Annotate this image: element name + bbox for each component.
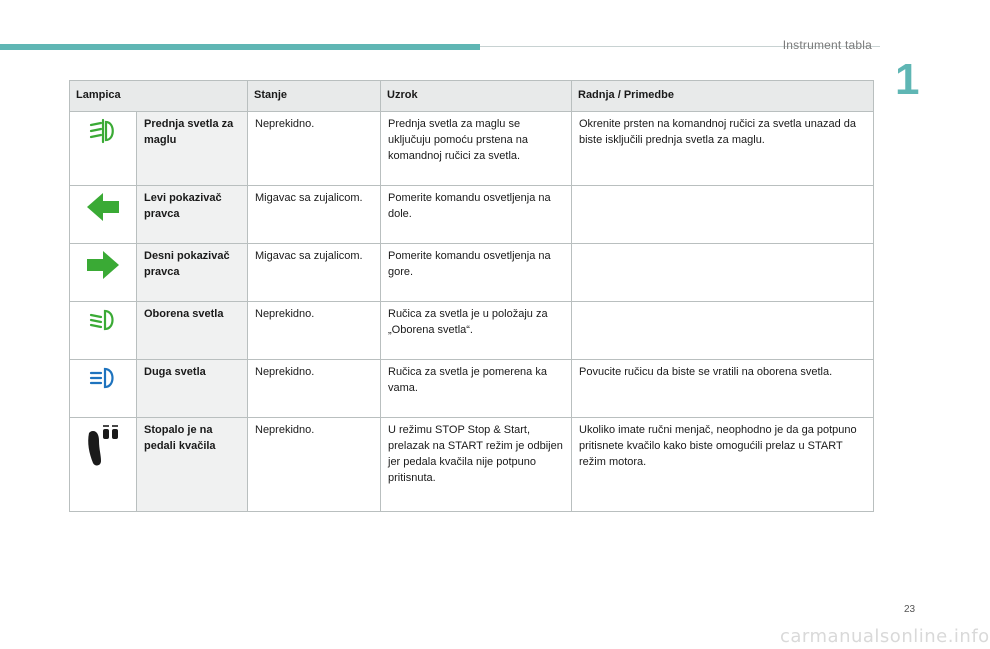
lamp-action: Ukoliko imate ručni menjač, neophodno je da ga potpuno pritisnete kvačilo kako biste omogućili prelaz u START režim motora. [572, 418, 874, 512]
lamp-cause: Pomerite komandu osvetljenja na gore. [381, 244, 572, 302]
icon-cell [70, 302, 137, 360]
right-turn-indicator-icon [85, 249, 121, 281]
lamp-cause: Ručica za svetla je pomerena ka vama. [381, 360, 572, 418]
foot-on-clutch-icon [83, 423, 123, 467]
icon-cell [70, 112, 137, 186]
icon-cell [70, 418, 137, 512]
table-row [70, 186, 874, 244]
main-beam-icon [87, 365, 119, 391]
lamp-action [572, 244, 874, 302]
table-row [70, 244, 874, 302]
lamp-state: Migavac sa zujalicom. [248, 186, 381, 244]
lamp-action: Povucite ručicu da biste se vratili na oborena svetla. [572, 360, 874, 418]
section-title: Instrument tabla [782, 38, 872, 52]
table-row [70, 360, 874, 418]
column-header-state: Stanje [248, 81, 381, 112]
table-row [70, 112, 874, 186]
dipped-beam-icon [87, 307, 119, 333]
lamp-name: Stopalo je na pedali kvačila [137, 418, 248, 512]
icon-cell [70, 360, 137, 418]
lamp-cause: U režimu STOP Stop & Start, prelazak na START režim je odbijen jer pedala kvačila nije potpuno pritisnuta. [381, 418, 572, 512]
lamp-action: Okrenite prsten na komandnoj ručici za svetla unazad da biste isključili prednja svetla za maglu. [572, 112, 874, 186]
lamp-cause: Prednja svetla za maglu se uključuju pomoću prstena na komandnoj ručici za svetla. [381, 112, 572, 186]
lamp-name: Oborena svetla [137, 302, 248, 360]
lamp-state: Neprekidno. [248, 360, 381, 418]
column-header-action: Radnja / Primedbe [572, 81, 874, 112]
lamp-name: Duga svetla [137, 360, 248, 418]
left-turn-indicator-icon [85, 191, 121, 223]
table-header-row [70, 81, 874, 112]
lamp-action [572, 302, 874, 360]
front-fog-light-icon [87, 117, 119, 145]
page-number: 23 [904, 604, 916, 615]
warning-lamps-table [69, 80, 874, 512]
icon-cell [70, 244, 137, 302]
lamp-state: Neprekidno. [248, 418, 381, 512]
lamp-action [572, 186, 874, 244]
lamp-state: Neprekidno. [248, 302, 381, 360]
top-accent-bar [0, 44, 480, 50]
table-row [70, 418, 874, 512]
lamp-state: Migavac sa zujalicom. [248, 244, 381, 302]
lamp-cause: Ručica za svetla je u položaju za „Oborena svetla“. [381, 302, 572, 360]
lamp-name: Prednja svetla za maglu [137, 112, 248, 186]
column-header-lamp: Lampica [70, 81, 248, 112]
lamp-state: Neprekidno. [248, 112, 381, 186]
lamp-name: Desni pokazivač pravca [137, 244, 248, 302]
watermark-logo: carmanualsonline.info [780, 626, 990, 647]
lamp-name: Levi pokazivač pravca [137, 186, 248, 244]
lamp-cause: Pomerite komandu osvetljenja na dole. [381, 186, 572, 244]
column-header-cause: Uzrok [381, 81, 572, 112]
table-row [70, 302, 874, 360]
chapter-number: 1 [895, 55, 920, 104]
icon-cell [70, 186, 137, 244]
